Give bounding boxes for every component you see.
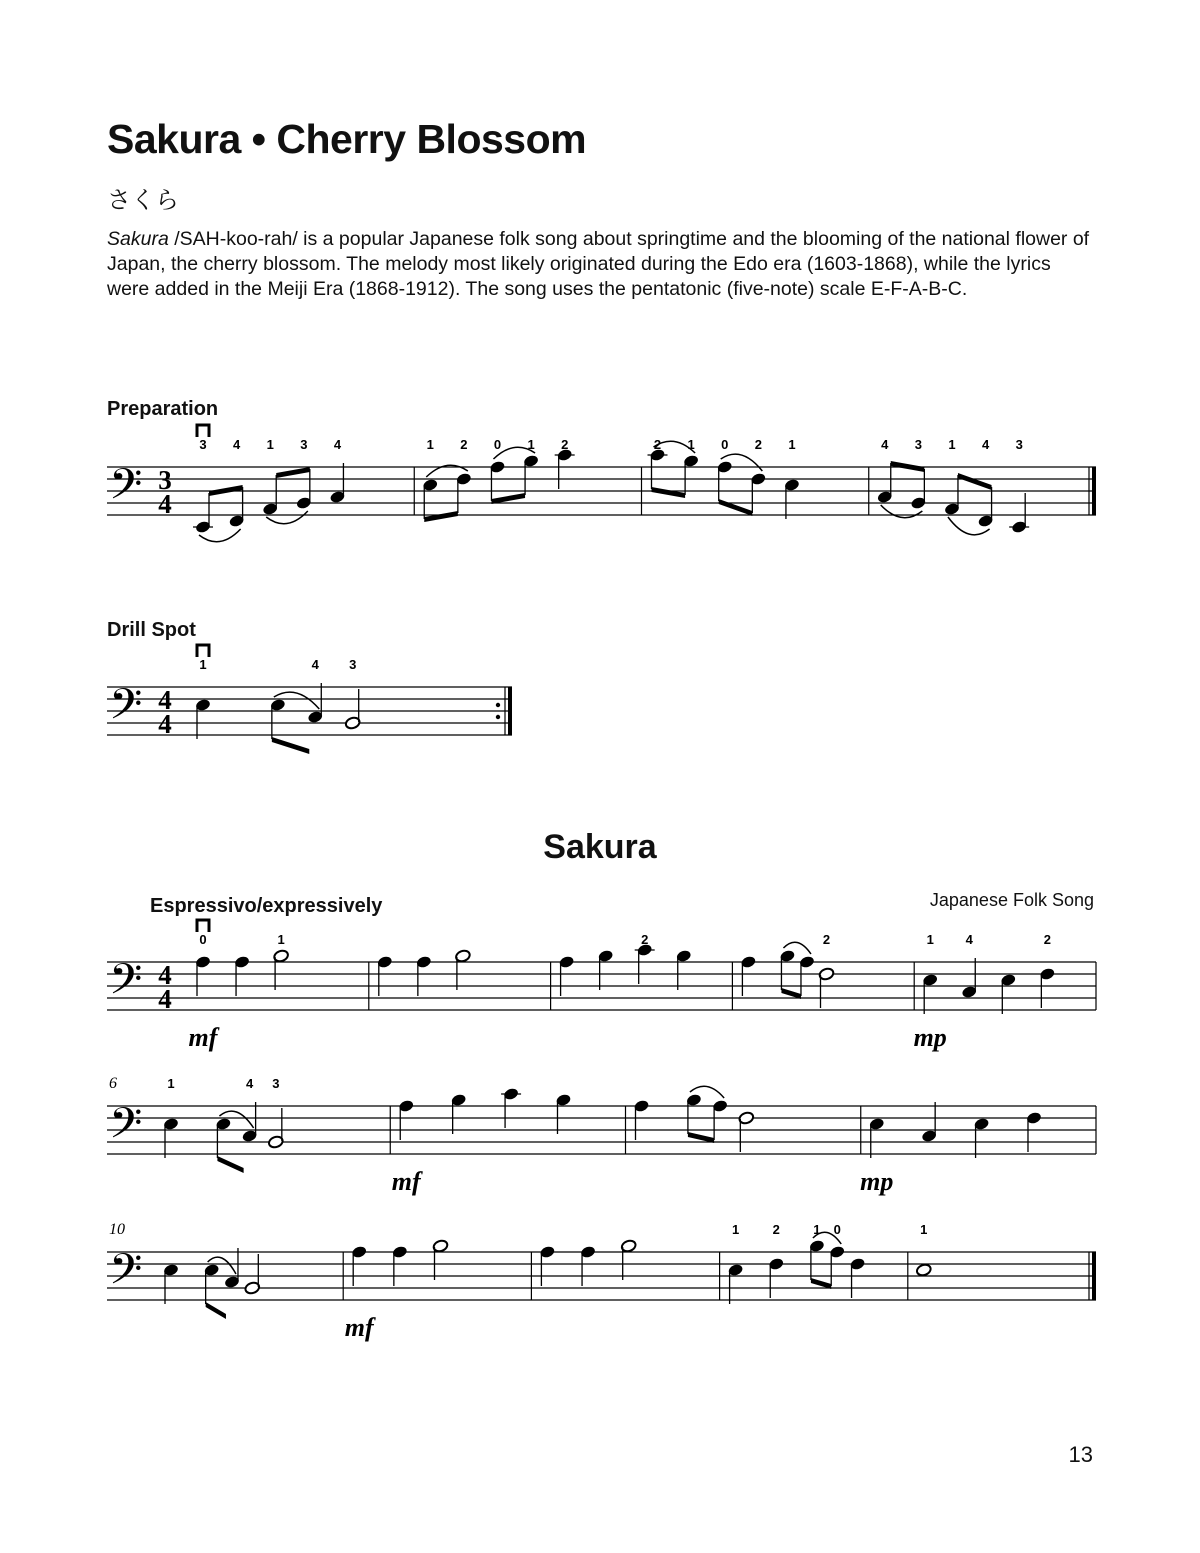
fingering-number: 1 (948, 437, 956, 452)
beam (652, 487, 686, 498)
fingering-number: 1 (813, 1222, 821, 1237)
time-signature-top: 3 (158, 465, 172, 495)
intro-italic-word: Sakura (107, 228, 169, 250)
time-signature-bottom: 4 (158, 984, 172, 1014)
tempo-marking: Espressivo/expressively (150, 895, 383, 917)
fingering-number: 1 (788, 437, 796, 452)
fingering-number: 2 (653, 437, 662, 452)
drill-spot-staff (0, 640, 1200, 760)
page-title: Sakura • Cherry Blossom (107, 116, 587, 162)
time-signature-bottom: 4 (158, 709, 172, 739)
fingering-number: 0 (493, 437, 502, 452)
japanese-title: さくら (107, 186, 179, 214)
bass-clef-icon: 𝄢 (109, 955, 143, 1015)
down-bow-icon (197, 920, 209, 932)
fingering-number: 3 (272, 1076, 280, 1091)
beam (958, 473, 992, 490)
time-signature-top: 4 (158, 960, 172, 990)
fingering-number: 3 (1015, 437, 1023, 452)
fingering-number: 2 (754, 437, 762, 452)
fingering-number: 2 (641, 932, 649, 947)
beam (688, 1132, 714, 1143)
fingering-number: 3 (300, 437, 308, 452)
beam (781, 988, 801, 999)
dynamic-marking: mf (391, 1167, 421, 1196)
fingering-number: 2 (772, 1222, 780, 1237)
final-barline (1092, 1252, 1096, 1300)
beam (217, 1156, 243, 1173)
fingering-number: 1 (527, 437, 535, 452)
time-signature-bottom: 4 (158, 489, 172, 519)
fingering-number: 2 (460, 437, 468, 452)
fingering-number: 3 (349, 657, 357, 672)
fingering-number: 3 (199, 437, 207, 452)
beam (206, 1302, 226, 1319)
repeat-dot (496, 703, 500, 707)
fingering-number: 1 (731, 1222, 740, 1237)
measure-number: 10 (109, 1221, 125, 1238)
fingering-number: 0 (833, 1222, 841, 1237)
dynamic-marking: mf (188, 1023, 218, 1052)
fingering-number: 4 (965, 932, 973, 947)
down-bow-icon (197, 425, 209, 437)
repeat-barline (508, 687, 512, 735)
bass-clef-icon: 𝄢 (109, 1099, 143, 1159)
fingering-number: 4 (881, 437, 889, 452)
beam (276, 467, 310, 478)
measure-number: 6 (109, 1075, 117, 1092)
preparation-staff (0, 420, 1200, 560)
fingering-number: 1 (277, 932, 285, 947)
beam (424, 511, 458, 522)
beam (891, 461, 925, 472)
down-bow-icon (197, 645, 209, 657)
drill-spot-label: Drill Spot (107, 619, 196, 641)
fingering-number: 1 (426, 437, 434, 452)
fingering-number: 4 (246, 1076, 254, 1091)
beam (719, 499, 753, 516)
beam (209, 485, 243, 496)
page-number: 13 (1068, 1442, 1093, 1467)
bass-clef-icon: 𝄢 (109, 460, 143, 520)
song-system-1 (0, 910, 1200, 1060)
fingering-number: 3 (914, 437, 922, 452)
fingering-number: 0 (199, 932, 207, 947)
fingering-number: 2 (822, 932, 831, 947)
beam (272, 737, 309, 754)
bass-clef-icon: 𝄢 (109, 680, 143, 740)
fingering-number: 1 (266, 437, 274, 452)
fingering-number: 1 (926, 932, 934, 947)
song-title: Sakura (543, 828, 657, 866)
fingering-number: 4 (981, 437, 990, 452)
dynamic-marking: mp (860, 1167, 894, 1196)
repeat-dot (496, 715, 500, 719)
note-head (916, 1263, 933, 1277)
fingering-number: 1 (199, 657, 207, 672)
dynamic-marking: mf (344, 1313, 374, 1342)
fingering-number: 4 (311, 657, 319, 672)
intro-text: /SAH-koo-rah/ is a popular Japanese folk song about springtime and the blooming of the national flower of Japan, the cherry blossom. The melody most likely originated during the Edo era (1603-1868), while the lyrics were added in the Meiji Era (1868-1912). The song uses the pentatonic (five-note) scale E-F-A-B-C. (107, 228, 1090, 300)
final-barline (1092, 467, 1096, 515)
preparation-label: Preparation (107, 398, 219, 420)
fingering-number: 1 (167, 1076, 175, 1091)
fingering-number: 2 (561, 437, 569, 452)
fingering-number: 1 (920, 1222, 928, 1237)
fingering-number: 0 (721, 437, 729, 452)
time-signature-top: 4 (158, 685, 172, 715)
composer-credit: Japanese Folk Song (929, 890, 1094, 910)
bass-clef-icon: 𝄢 (109, 1245, 143, 1305)
song-system-3 (0, 1205, 1200, 1345)
fingering-number: 1 (687, 437, 695, 452)
fingering-number: 2 (1043, 932, 1051, 947)
beam (491, 493, 525, 504)
song-system-2 (0, 1060, 1200, 1200)
dynamic-marking: mp (913, 1023, 947, 1052)
fingering-number: 4 (232, 437, 241, 452)
intro-paragraph (107, 227, 1097, 302)
beam (811, 1278, 831, 1289)
fingering-number: 4 (333, 437, 342, 452)
